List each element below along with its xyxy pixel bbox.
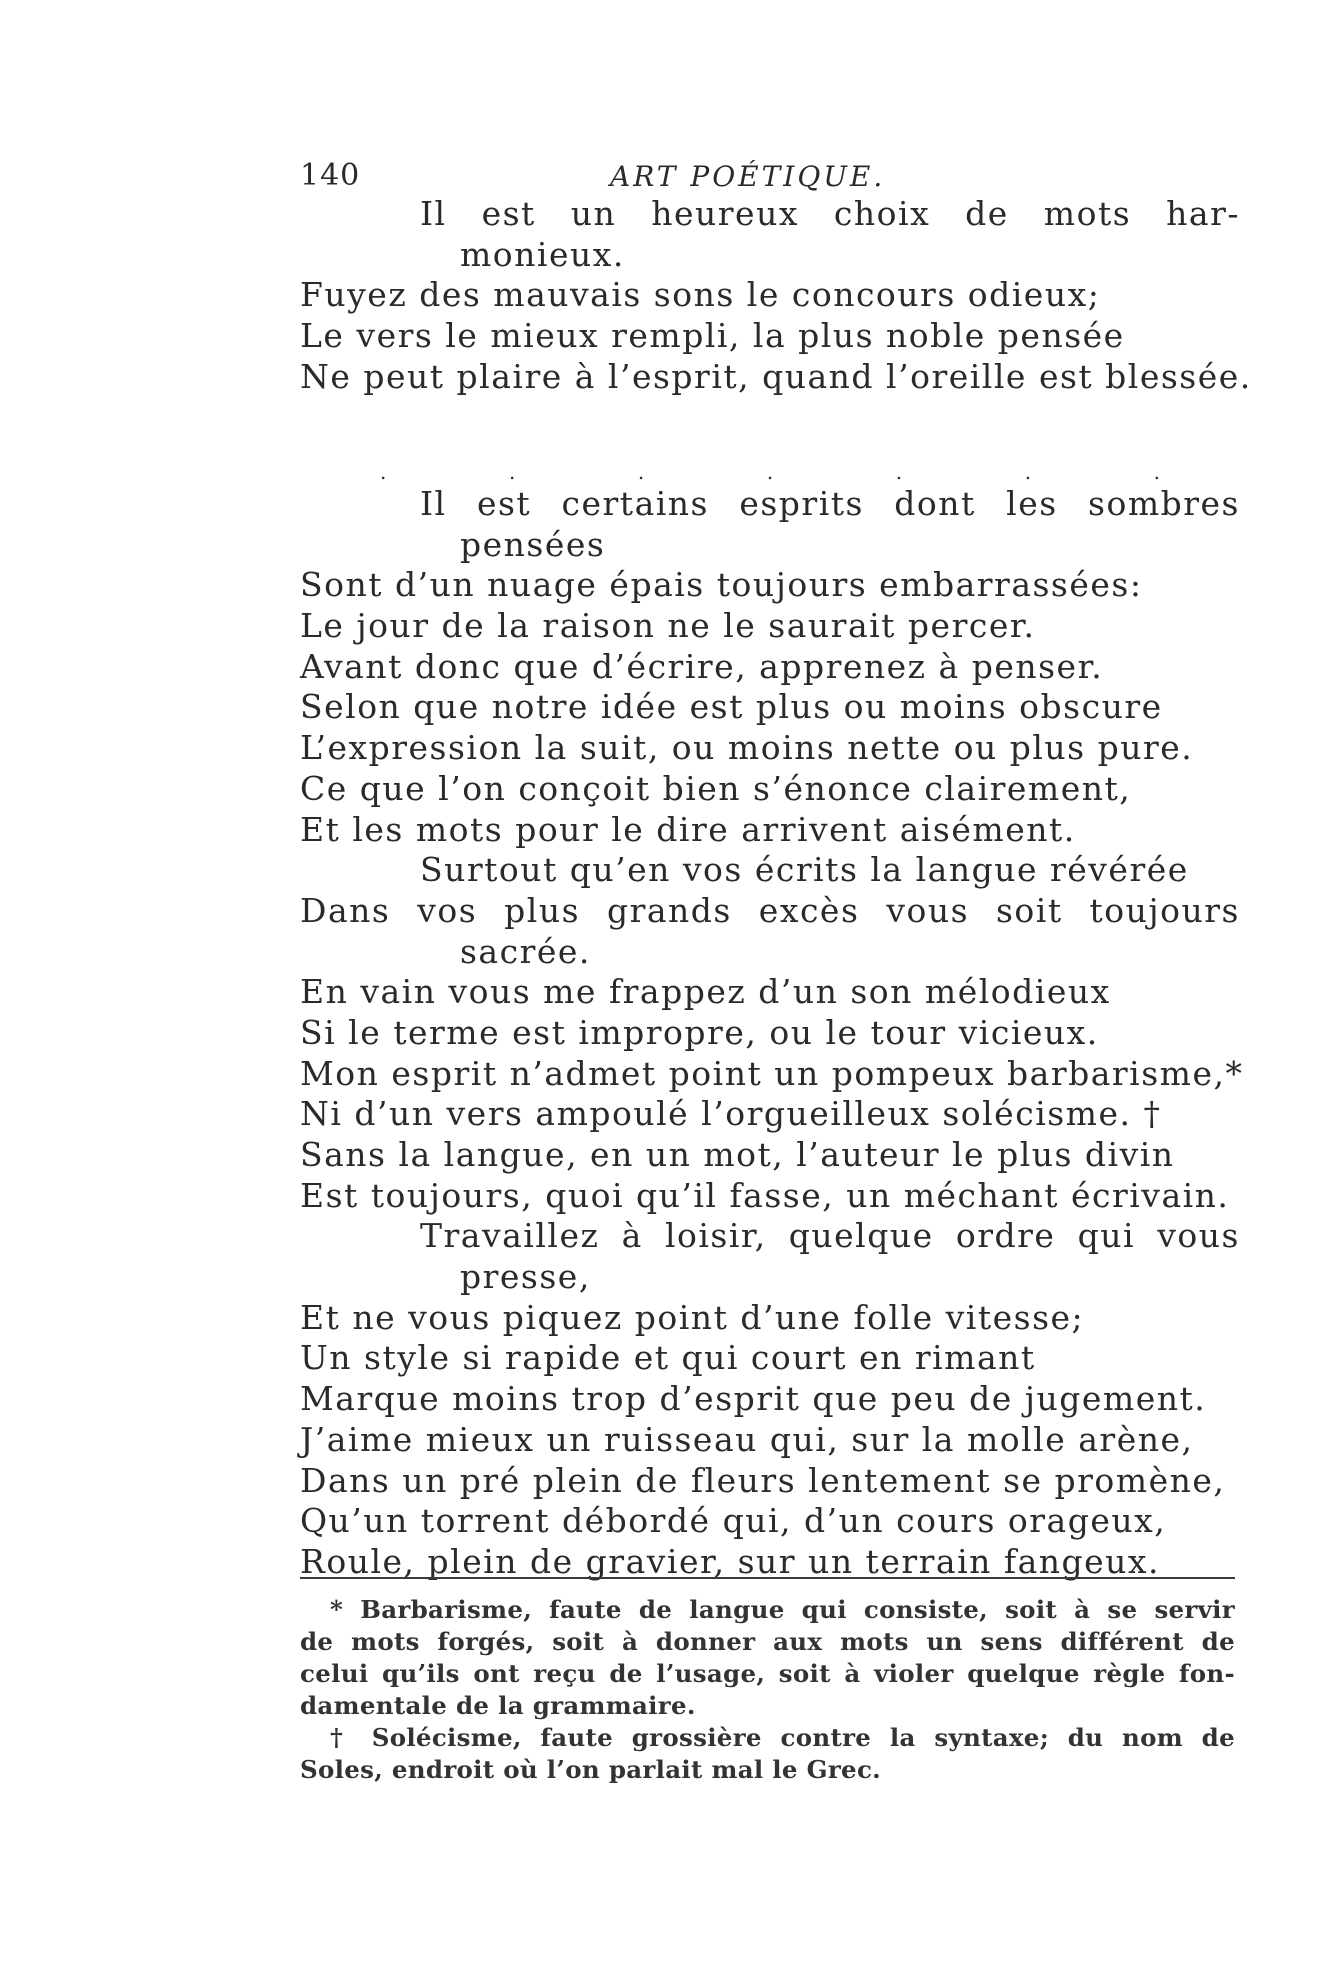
footnote-line: celui qu’ils ont reçu de l’usage, soit à violer quelque règle fon- [300, 1659, 1235, 1688]
verse-line-continuation: sacrée. [460, 931, 591, 971]
page-header [300, 158, 1240, 198]
verse-line: Sans la langue, en un mot, l’auteur le plus divin [300, 1135, 1175, 1174]
verse-line: Ne peut plaire à l’esprit, quand l’oreille est blessée. [300, 356, 1252, 396]
verse-stanza-2 [300, 484, 1244, 1583]
footnote-divider [300, 1577, 1235, 1579]
verse-line: J’aime mieux un ruisseau qui, sur la molle arène, [300, 1419, 1194, 1459]
running-head: ART POÉTIQUE. [610, 160, 886, 193]
separator-dot: . [766, 460, 774, 484]
page-number: 140 [300, 158, 361, 193]
verse-line: Sont d’un nuage épais toujours embarrassées: [300, 565, 1143, 605]
footnote-line: * Barbarisme, faute de langue qui consiste, soit à se servir [330, 1595, 1235, 1624]
verse-line: Il est un heureux choix de mots har- [420, 194, 1240, 233]
verse-line: Surtout qu’en vos écrits la langue révérée [420, 850, 1189, 890]
verse-line: Et ne vous piquez point d’une folle vitesse; [300, 1297, 1085, 1337]
verse-line: Si le terme est impropre, ou le tour vicieux. [300, 1012, 1099, 1052]
verse-line: Est toujours, quoi qu’il fasse, un méchant écrivain. [300, 1175, 1230, 1215]
ellipsis-separator [380, 462, 1160, 482]
footnote-line: Soles, endroit où l’on parlait mal le Grec. [300, 1755, 881, 1784]
separator-dot: . [508, 460, 516, 484]
footnotes [300, 1594, 1235, 1786]
verse-line: Le vers le mieux rempli, la plus noble pensée [300, 316, 1125, 356]
verse-line: Fuyez des mauvais sons le concours odieux; [300, 275, 1101, 315]
verse-line: Travaillez à loisir, quelque ordre qui vous [420, 1216, 1240, 1256]
verse-line-continuation: pensées [460, 524, 606, 564]
verse-line: Selon que notre idée est plus ou moins obscure [300, 687, 1163, 727]
verse-line: Un style si rapide et qui court en rimant [300, 1338, 1036, 1378]
separator-dot: . [1153, 460, 1160, 484]
verse-line: Avant donc que d’écrire, apprenez à penser. [300, 646, 1104, 686]
footnote-line: † Solécisme, faute grossière contre la syntaxe; du nom de [330, 1723, 1235, 1752]
verse-line: Le jour de la raison ne le saurait percer. [300, 606, 1036, 646]
verse-line: L’expression la suit, ou moins nette ou plus pure. [300, 728, 1194, 768]
verse-stanza-1 [300, 194, 1252, 397]
verse-line: Qu’un torrent débordé qui, d’un cours orageux, [300, 1501, 1167, 1541]
verse-line: Et les mots pour le dire arrivent aisément. [300, 809, 1076, 849]
separator-dot: . [895, 460, 903, 484]
verse-line: Ce que l’on conçoit bien s’énonce clairement, [300, 768, 1132, 808]
verse-line: Il est certains esprits dont les sombres [420, 484, 1240, 523]
separator-dot: . [637, 460, 645, 484]
footnote-line: damentale de la grammaire. [300, 1691, 696, 1720]
separator-dot: . [380, 460, 387, 484]
verse-line-continuation: monieux. [460, 234, 625, 274]
verse-line: Ni d’un vers ampoulé l’orgueilleux solécisme. † [300, 1094, 1162, 1134]
verse-line: Marque moins trop d’esprit que peu de jugement. [300, 1379, 1207, 1419]
verse-line-continuation: presse, [460, 1257, 591, 1297]
verse-line: En vain vous me frappez d’un son mélodieux [300, 972, 1111, 1012]
separator-dot: . [1024, 460, 1032, 484]
verse-line: Dans vos plus grands excès vous soit toujours [300, 890, 1240, 930]
verse-line: Roule, plein de gravier, sur un terrain fangeux. [300, 1541, 1161, 1581]
verse-line: Mon esprit n’admet point un pompeux barbarisme,* [300, 1053, 1244, 1093]
footnote-line: de mots forgés, soit à donner aux mots un sens différent de [300, 1627, 1235, 1656]
verse-line: Dans un pré plein de fleurs lentement se promène, [300, 1460, 1226, 1500]
